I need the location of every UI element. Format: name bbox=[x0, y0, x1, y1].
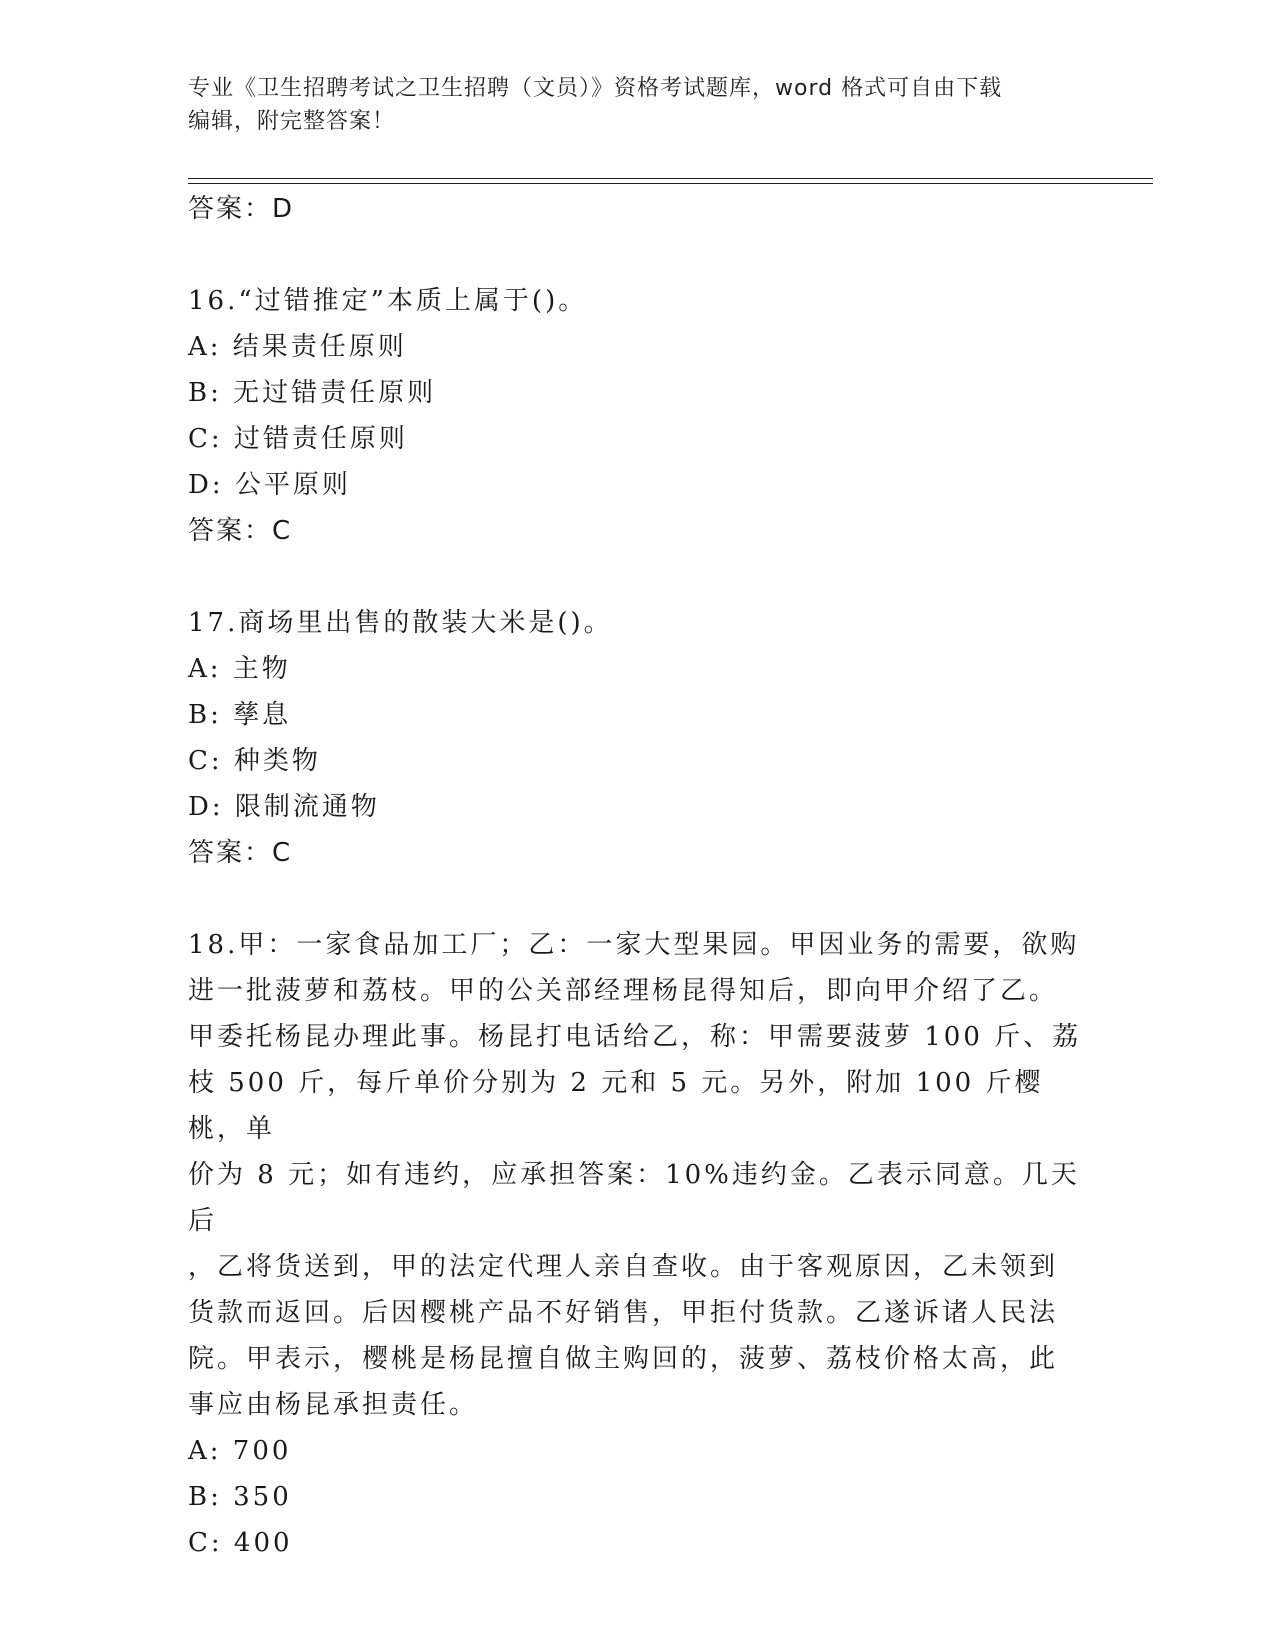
question-list bbox=[188, 186, 1088, 1566]
spacer bbox=[188, 554, 1088, 600]
option-a: A: 结果责任原则 bbox=[188, 332, 407, 362]
question-stem-line: 院。甲表示，樱桃是杨昆擅自做主购回的，菠萝、荔枝价格太高，此 bbox=[188, 1344, 1059, 1374]
question-16 bbox=[188, 278, 1088, 554]
question-stem: 17.商场里出售的散装大米是()。 bbox=[188, 608, 613, 638]
question-stem: 16.“过错推定”本质上属于()。 bbox=[188, 286, 588, 316]
question-18 bbox=[188, 922, 1088, 1566]
header-divider-top bbox=[188, 178, 1153, 179]
option-c: C: 种类物 bbox=[188, 746, 321, 776]
option-d: D: 公平原则 bbox=[188, 470, 351, 500]
question-stem-line: 货款而返回。后因樱桃产品不好销售，甲拒付货款。乙遂诉诸人民法 bbox=[188, 1298, 1059, 1328]
question-stem-line: 事应由杨昆承担责任。 bbox=[188, 1390, 479, 1420]
option-b: B: 350 bbox=[188, 1482, 292, 1512]
header-divider-bottom bbox=[188, 183, 1153, 184]
option-b: B: 孳息 bbox=[188, 700, 292, 730]
spacer bbox=[188, 232, 1088, 278]
question-stem-line: ，乙将货送到，甲的法定代理人亲自查收。由于客观原因，乙未领到 bbox=[188, 1252, 1059, 1282]
question-stem-line: 甲委托杨昆办理此事。杨昆打电话给乙，称：甲需要菠萝 100 斤、荔 bbox=[188, 1022, 1082, 1052]
option-b: B: 无过错责任原则 bbox=[188, 378, 437, 408]
option-d: D: 限制流通物 bbox=[188, 792, 380, 822]
answer-line: 答案：C bbox=[188, 838, 293, 868]
question-stem-line: 枝 500 斤，每斤单价分别为 2 元和 5 元。另外，附加 100 斤樱桃，单 bbox=[188, 1068, 1044, 1144]
option-c: C: 400 bbox=[188, 1528, 293, 1558]
header-line-1: 专业《卫生招聘考试之卫生招聘（文员）》资格考试题库，word 格式可自由下载 bbox=[188, 76, 1003, 101]
option-a: A: 主物 bbox=[188, 654, 291, 684]
question-stem-line: 18.甲：一家食品加工厂；乙：一家大型果园。甲因业务的需要，欲购 bbox=[188, 930, 1080, 960]
answer-line: 答案：D bbox=[188, 194, 295, 224]
question-stem-line: 价为 8 元；如有违约，应承担答案：10%违约金。乙表示同意。几天后 bbox=[188, 1160, 1080, 1236]
option-a: A: 700 bbox=[188, 1436, 292, 1466]
answer-line: 答案：C bbox=[188, 516, 293, 546]
document-header bbox=[188, 72, 1068, 138]
header-line-2: 编辑，附完整答案！ bbox=[188, 109, 396, 134]
question-17 bbox=[188, 600, 1088, 876]
option-c: C: 过错责任原则 bbox=[188, 424, 408, 454]
question-stem-line: 进一批菠萝和荔枝。甲的公关部经理杨昆得知后，即向甲介绍了乙。 bbox=[188, 976, 1059, 1006]
spacer bbox=[188, 876, 1088, 922]
